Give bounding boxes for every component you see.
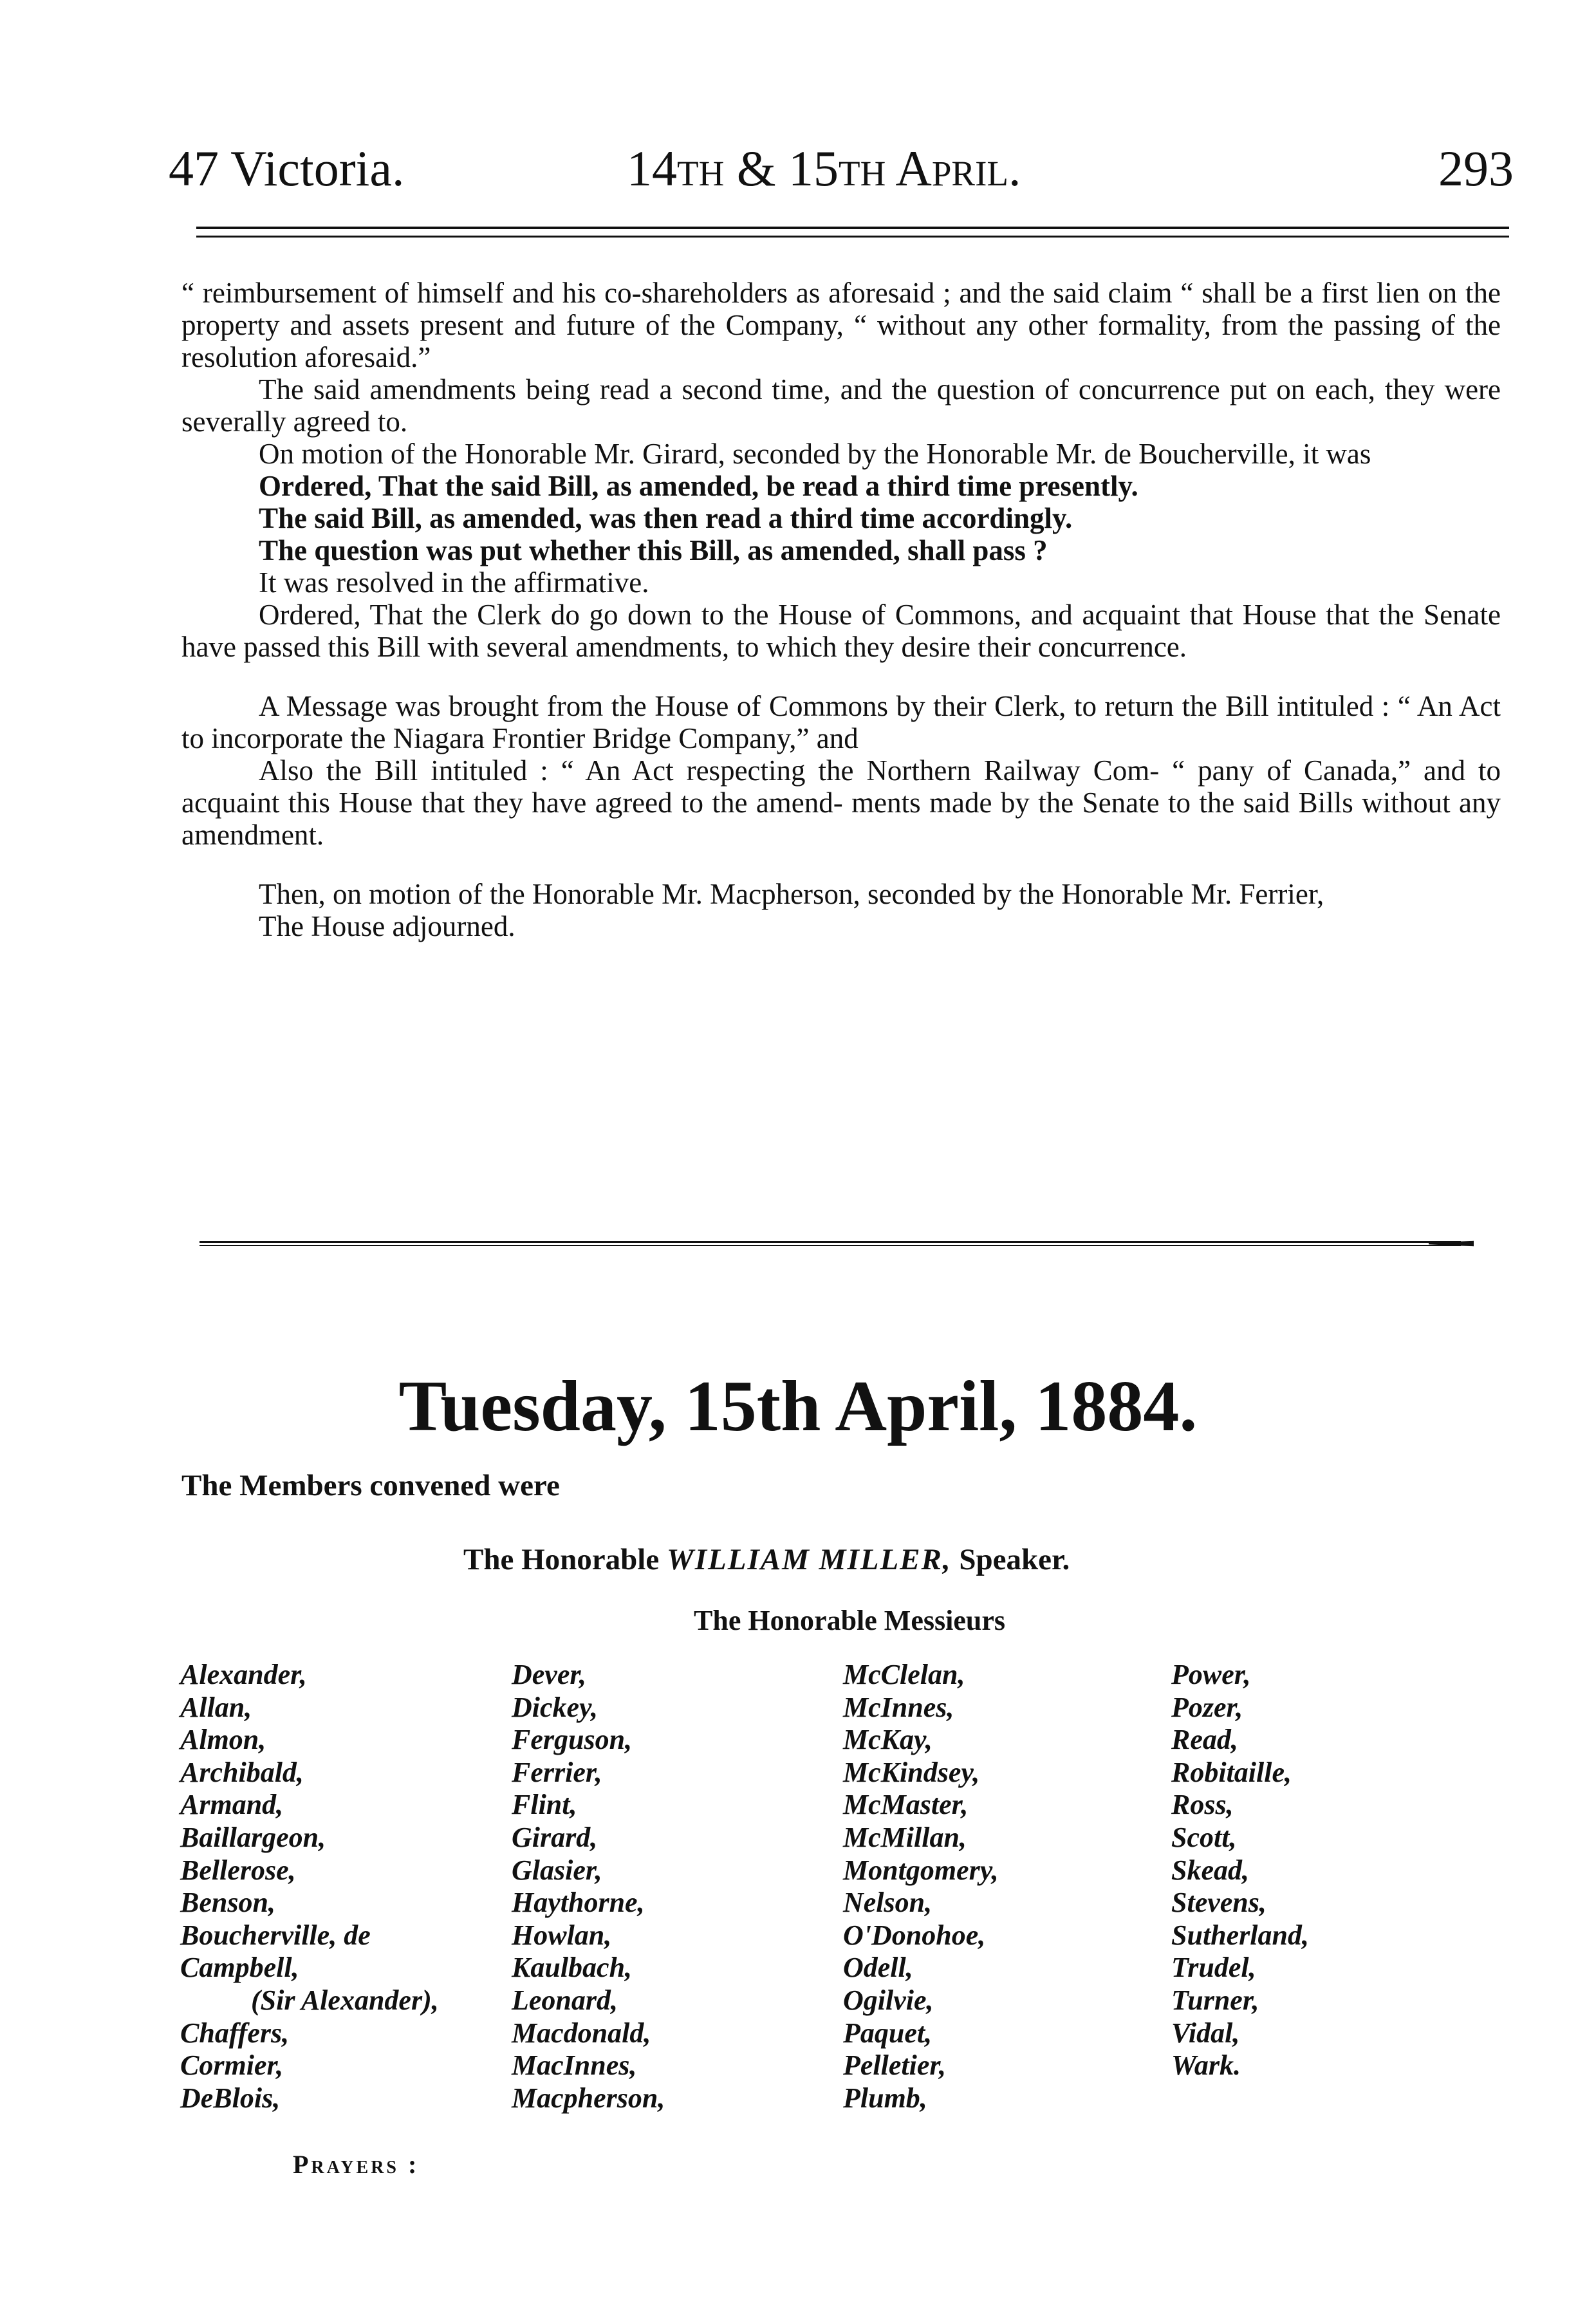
section-divider bbox=[200, 1241, 1487, 1247]
members-column-2 bbox=[512, 1659, 665, 2114]
speaker-line bbox=[463, 1542, 1070, 1578]
member-name: Nelson, bbox=[843, 1887, 933, 1919]
prayers-heading: Prayers : bbox=[293, 2150, 420, 2179]
paragraph-order-third-reading: Ordered, That the said Bill, as amended, be read a third time presently. bbox=[259, 470, 1138, 502]
member-name: Chaffers, bbox=[180, 2017, 290, 2049]
member-name: Leonard, bbox=[512, 1984, 618, 2016]
member-name: Howlan, bbox=[512, 1919, 612, 1951]
member-name: Haythorne, bbox=[512, 1887, 645, 1919]
member-name: Plumb, bbox=[843, 2082, 927, 2114]
header-dates: 14th & 15th April. bbox=[627, 140, 1021, 196]
member-name: Stevens, bbox=[1171, 1887, 1267, 1919]
member-name: McMillan, bbox=[843, 1821, 967, 1853]
member-name: McClelan, bbox=[843, 1659, 965, 1690]
member-name: Armand, bbox=[180, 1789, 284, 1821]
member-name: DeBlois, bbox=[180, 2082, 281, 2114]
paragraph-resolved: It was resolved in the affirmative. bbox=[259, 566, 649, 599]
paragraph-quotation: “ reimbursement of himself and his co-shareholders as aforesaid ; and the said claim “ shall be a first lien on the property and assets present and future of the Company, “ without any other formality, from the passing of the resolution aforesaid.” bbox=[181, 277, 1501, 373]
member-name: Pozer, bbox=[1171, 1691, 1243, 1723]
member-name: Ogilvie, bbox=[843, 1984, 934, 2016]
speaker-name: WILLIAM MILLER, bbox=[666, 1543, 952, 1576]
member-name: Cormier, bbox=[180, 2049, 284, 2082]
member-name: McInnes, bbox=[843, 1691, 954, 1723]
member-name: Skead, bbox=[1171, 1854, 1249, 1886]
proceedings-text bbox=[181, 277, 1501, 942]
member-name: Allan, bbox=[180, 1691, 252, 1723]
member-name: Read, bbox=[1171, 1724, 1238, 1756]
paragraph-order-clerk: Ordered, That the Clerk do go down to the House of Commons, and acquaint that House that the Senate have passed this Bill with several amendments, to which they desire their concurrence. bbox=[181, 599, 1501, 663]
paragraph-also-bill: Also the Bill intituled : “ An Act respecting the Northern Railway Com- “ pany of Canada,” and to acquaint this House that they have agreed to the amend- ments made by the Senate to the said Bills without any amendment. bbox=[181, 754, 1501, 851]
member-name: Macpherson, bbox=[512, 2082, 665, 2114]
member-name: Kaulbach, bbox=[512, 1952, 633, 1984]
member-name: Dever, bbox=[512, 1659, 587, 1690]
member-name: Vidal, bbox=[1171, 2017, 1240, 2049]
member-name: Macdonald, bbox=[512, 2017, 651, 2049]
member-name: Glasier, bbox=[512, 1854, 602, 1886]
member-name: Almon, bbox=[180, 1724, 266, 1756]
member-name: Ferrier, bbox=[512, 1756, 602, 1788]
member-name: Dickey, bbox=[512, 1691, 598, 1723]
members-convened-line: The Members convened were bbox=[181, 1469, 560, 1502]
member-name: Wark. bbox=[1171, 2049, 1241, 2082]
member-name: McMaster, bbox=[843, 1789, 969, 1821]
messieurs-heading: The Honorable Messieurs bbox=[694, 1605, 1005, 1636]
speaker-title: Speaker. bbox=[959, 1543, 1070, 1576]
member-name: Archibald, bbox=[180, 1756, 304, 1788]
member-name: Ross, bbox=[1171, 1789, 1234, 1821]
member-name: McKay, bbox=[843, 1724, 933, 1756]
member-name: Pelletier, bbox=[843, 2049, 947, 2082]
header-rule bbox=[196, 227, 1509, 238]
member-name: Baillargeon, bbox=[180, 1821, 326, 1853]
members-column-4 bbox=[1171, 1659, 1309, 2082]
paragraph-adjourned: The House adjourned. bbox=[259, 910, 515, 942]
paragraph-adjournment-motion: Then, on motion of the Honorable Mr. Macpherson, seconded by the Honorable Mr. Ferrier, bbox=[259, 878, 1324, 910]
member-name: Robitaille, bbox=[1171, 1756, 1292, 1788]
member-name: McKindsey, bbox=[843, 1756, 980, 1788]
sitting-date-title: Tuesday, 15th April, 1884. bbox=[398, 1367, 1198, 1446]
member-name: Girard, bbox=[512, 1821, 598, 1853]
paragraph-concurrence: The said amendments being read a second time, and the question of concurrence put on each, they were severally agreed to. bbox=[181, 373, 1501, 438]
paragraph-message: A Message was brought from the House of Commons by their Clerk, to return the Bill intituled : “ An Act to incorporate the Niagara Frontier Bridge Company,” and bbox=[181, 690, 1501, 754]
speaker-prefix: The Honorable bbox=[463, 1543, 660, 1576]
member-name: Campbell, bbox=[180, 1952, 299, 1984]
member-name: Scott, bbox=[1171, 1821, 1237, 1853]
member-name: O'Donohoe, bbox=[843, 1919, 986, 1951]
member-name: MacInnes, bbox=[512, 2049, 637, 2082]
member-name: Bellerose, bbox=[180, 1854, 296, 1886]
member-name: Boucherville, de bbox=[180, 1919, 371, 1951]
header-session: 47 Victoria. bbox=[169, 140, 405, 196]
member-name: Power, bbox=[1171, 1659, 1251, 1690]
paragraph-question: The question was put whether this Bill, as amended, shall pass ? bbox=[259, 534, 1048, 566]
page-number: 293 bbox=[1438, 140, 1514, 196]
members-column-3 bbox=[843, 1659, 999, 2114]
member-name: Alexander, bbox=[180, 1659, 307, 1690]
member-name: Flint, bbox=[512, 1789, 577, 1821]
member-name: Paquet, bbox=[843, 2017, 933, 2049]
members-column-1 bbox=[180, 1659, 439, 2114]
member-name: Sutherland, bbox=[1171, 1919, 1309, 1951]
member-name: (Sir Alexander), bbox=[251, 1984, 439, 2016]
member-name: Odell, bbox=[843, 1952, 913, 1984]
page-header bbox=[169, 136, 1514, 201]
paragraph-third-reading: The said Bill, as amended, was then read a third time accordingly. bbox=[259, 502, 1073, 534]
member-name: Ferguson, bbox=[512, 1724, 633, 1756]
paragraph-motion: On motion of the Honorable Mr. Girard, seconded by the Honorable Mr. de Boucherville, it was bbox=[259, 438, 1371, 470]
member-name: Trudel, bbox=[1171, 1952, 1256, 1984]
member-name: Benson, bbox=[180, 1887, 275, 1919]
member-name: Montgomery, bbox=[843, 1854, 999, 1886]
member-name: Turner, bbox=[1171, 1984, 1259, 2016]
